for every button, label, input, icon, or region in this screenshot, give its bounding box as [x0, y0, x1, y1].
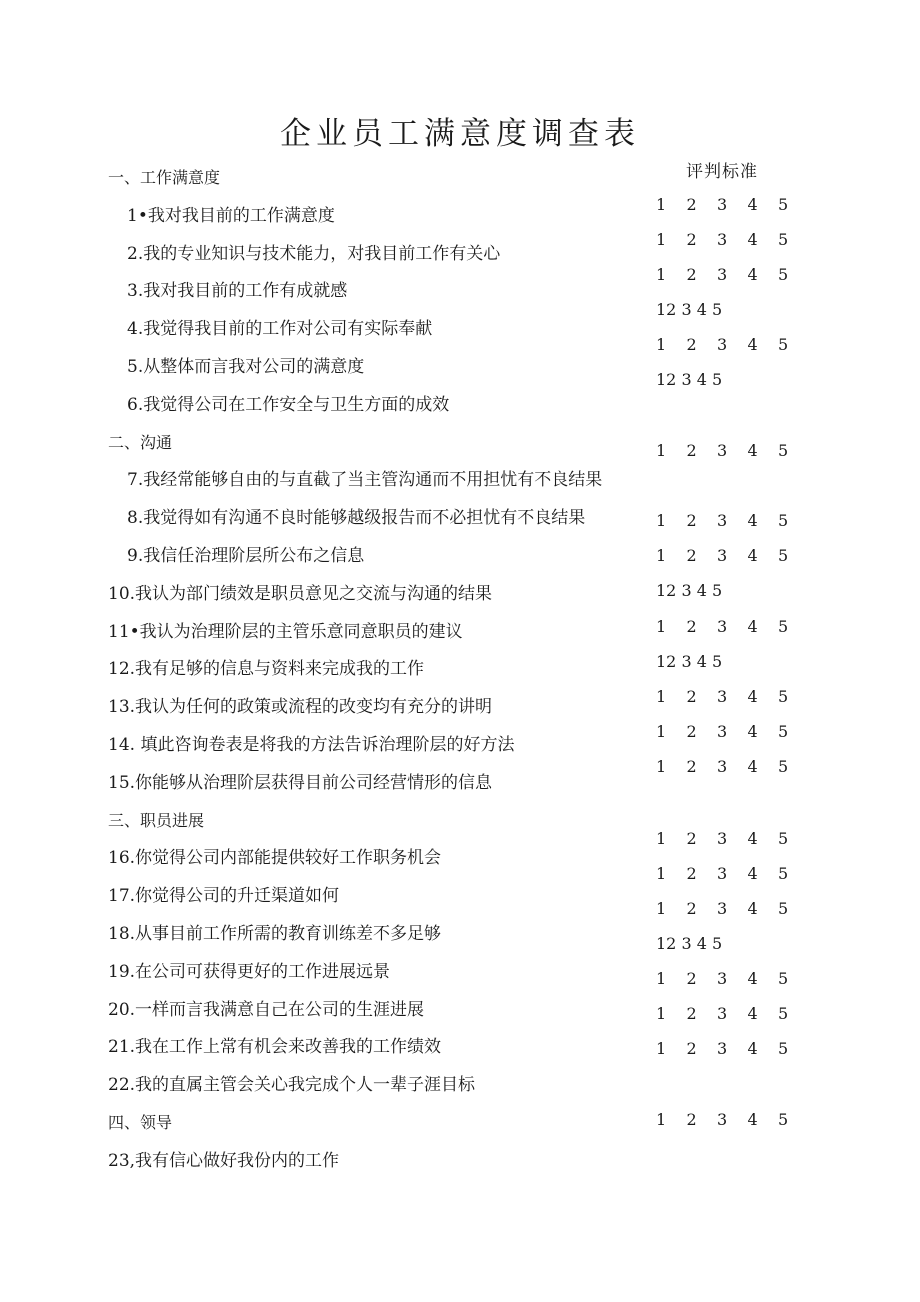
question-item: 14. 填此咨询卷表是将我的方法告诉治理阶层的好方法	[108, 735, 515, 755]
rating-option: 3	[717, 1004, 728, 1023]
rating-option: 3	[717, 265, 728, 284]
rating-scale	[656, 441, 788, 461]
question-item: 22.我的直属主管会关心我完成个人一辈子涯目标	[108, 1075, 476, 1096]
rating-option: 1	[656, 687, 667, 706]
rating-option: 4	[747, 829, 758, 848]
question-item: 7.我经常能够自由的与直截了当主管沟通而不用担忧有不良结果	[127, 470, 603, 491]
section-heading: 四、领导	[108, 1113, 173, 1132]
rating-option: 2	[686, 511, 697, 530]
question-item: 18.从事目前工作所需的教育训练差不多足够	[108, 924, 442, 944]
rating-option: 1	[656, 1004, 667, 1023]
question-item: 15.你能够从治理阶层获得目前公司经营情形的信息	[108, 772, 493, 793]
rating-scale	[656, 546, 788, 566]
rating-option: 4	[747, 864, 758, 883]
rating-option: 2	[686, 864, 697, 883]
rating-option: 3	[717, 230, 728, 249]
rating-scale	[656, 511, 788, 531]
rating-option: 3	[717, 899, 728, 918]
rating-scale	[656, 864, 788, 884]
rating-option: 5	[778, 195, 789, 214]
rating-scale: 12 3 4 5	[656, 370, 723, 389]
rating-scale: 12 3 4 5	[656, 934, 723, 953]
rating-option: 4	[747, 195, 758, 214]
rating-option: 5	[778, 546, 789, 565]
question-item: 23,我有信心做好我份内的工作	[108, 1150, 340, 1171]
rating-option: 5	[778, 899, 789, 918]
question-item: 4.我觉得我目前的工作对公司有实际奉献	[127, 319, 433, 340]
rating-scale	[656, 230, 788, 250]
rating-option: 2	[686, 687, 697, 706]
question-item: 12.我有足够的信息与资料来完成我的工作	[108, 659, 425, 680]
rating-option: 4	[747, 969, 758, 988]
question-item: 10.我认为部门绩效是职员意见之交流与沟通的结果	[108, 583, 493, 604]
question-item: 13.我认为任何的政策或流程的改变均有充分的讲明	[108, 697, 493, 718]
rating-option: 5	[778, 230, 789, 249]
rating-scale	[656, 722, 788, 742]
rating-option: 3	[717, 511, 728, 530]
rating-option: 3	[717, 441, 728, 460]
rating-scale	[656, 265, 788, 285]
rating-option: 5	[778, 511, 789, 530]
criteria-header: 评判标准	[686, 162, 758, 182]
rating-option: 1	[656, 722, 667, 741]
rating-option: 1	[656, 335, 667, 354]
rating-option: 5	[778, 441, 789, 460]
rating-option: 4	[747, 441, 758, 460]
rating-option: 4	[747, 722, 758, 741]
rating-option: 1	[656, 899, 667, 918]
rating-option: 3	[717, 1039, 728, 1058]
rating-option: 2	[686, 1110, 697, 1129]
rating-option: 1	[656, 757, 667, 776]
rating-option: 4	[747, 546, 758, 565]
rating-option: 4	[747, 899, 758, 918]
question-item: 2.我的专业知识与技术能力，对我目前工作有关心	[127, 243, 501, 264]
rating-option: 2	[686, 195, 697, 214]
rating-option: 1	[656, 230, 667, 249]
rating-option: 2	[686, 265, 697, 284]
question-item: 21.我在工作上常有机会来改善我的工作绩效	[108, 1037, 442, 1058]
rating-option: 5	[778, 1039, 789, 1058]
rating-option: 5	[778, 335, 789, 354]
rating-option: 1	[656, 511, 667, 530]
rating-option: 5	[778, 687, 789, 706]
question-item: 16.你觉得公司内部能提供较好工作职务机会	[108, 848, 442, 869]
rating-scale	[656, 757, 788, 777]
rating-scale	[656, 687, 788, 707]
rating-scale	[656, 829, 788, 849]
question-item: 20.一样而言我满意自己在公司的生涯进展	[108, 999, 425, 1020]
rating-option: 2	[686, 546, 697, 565]
question-item: 17.你觉得公司的升迁渠道如何	[108, 886, 340, 907]
section-heading: 二、沟通	[108, 432, 173, 452]
rating-option: 5	[778, 617, 789, 636]
rating-option: 3	[717, 969, 728, 988]
rating-option: 4	[747, 1110, 758, 1129]
rating-option: 4	[747, 511, 758, 530]
rating-option: 4	[747, 265, 758, 284]
rating-option: 5	[778, 1004, 789, 1023]
rating-option: 5	[778, 829, 789, 848]
page-title: 企业员工满意度调查表	[280, 116, 640, 152]
rating-option: 4	[747, 687, 758, 706]
rating-scale	[656, 617, 788, 637]
rating-option: 3	[717, 195, 728, 214]
rating-option: 5	[778, 722, 789, 741]
question-item: 3.我对我目前的工作有成就感	[127, 281, 348, 302]
section-heading: 一、工作满意度	[108, 168, 221, 187]
question-item: 8.我觉得如有沟通不良时能够越级报告而不必担忧有不良结果	[127, 508, 586, 529]
rating-option: 1	[656, 969, 667, 988]
rating-option: 2	[686, 230, 697, 249]
rating-option: 5	[778, 265, 789, 284]
rating-option: 3	[717, 617, 728, 636]
rating-option: 1	[656, 1039, 667, 1058]
rating-option: 1	[656, 617, 667, 636]
rating-option: 1	[656, 864, 667, 883]
rating-option: 2	[686, 757, 697, 776]
rating-option: 2	[686, 1039, 697, 1058]
rating-option: 2	[686, 722, 697, 741]
rating-option: 2	[686, 899, 697, 918]
rating-scale	[656, 1004, 788, 1024]
rating-option: 5	[778, 757, 789, 776]
rating-option: 5	[778, 864, 789, 883]
rating-option: 2	[686, 1004, 697, 1023]
rating-option: 3	[717, 864, 728, 883]
rating-option: 4	[747, 757, 758, 776]
question-item: 11•我认为治理阶层的主管乐意同意职员的建议	[108, 621, 463, 642]
rating-scale	[656, 969, 788, 989]
question-item: 5.从整体而言我对公司的满意度	[127, 357, 365, 377]
rating-option: 3	[717, 722, 728, 741]
section-heading: 三、职员进展	[108, 810, 205, 830]
question-item: 9.我信任治理阶层所公布之信息	[127, 546, 365, 566]
question-item: 6.我觉得公司在工作安全与卫生方面的成效	[127, 394, 450, 415]
question-item: 19.在公司可获得更好的工作进展远景	[108, 961, 391, 982]
rating-scale: 12 3 4 5	[656, 652, 723, 671]
rating-scale: 12 3 4 5	[656, 300, 723, 319]
rating-option: 3	[717, 1110, 728, 1129]
rating-scale	[656, 1039, 788, 1059]
rating-option: 3	[717, 829, 728, 848]
rating-option: 4	[747, 1004, 758, 1023]
rating-option: 1	[656, 1110, 667, 1129]
rating-option: 3	[717, 546, 728, 565]
rating-option: 1	[656, 829, 667, 848]
rating-scale	[656, 899, 788, 919]
rating-option: 1	[656, 546, 667, 565]
rating-option: 4	[747, 335, 758, 354]
question-item: 1•我对我目前的工作满意度	[127, 205, 335, 226]
rating-option: 1	[656, 441, 667, 460]
rating-option: 2	[686, 335, 697, 354]
rating-option: 5	[778, 1110, 789, 1129]
rating-option: 1	[656, 195, 667, 214]
rating-option: 3	[717, 335, 728, 354]
rating-option: 2	[686, 441, 697, 460]
rating-scale	[656, 195, 788, 215]
rating-scale: 12 3 4 5	[656, 581, 723, 600]
rating-scale	[656, 335, 788, 355]
rating-scale	[656, 1110, 788, 1130]
rating-option: 3	[717, 687, 728, 706]
rating-option: 5	[778, 969, 789, 988]
rating-option: 3	[717, 757, 728, 776]
rating-option: 2	[686, 617, 697, 636]
rating-option: 2	[686, 969, 697, 988]
rating-option: 2	[686, 829, 697, 848]
rating-option: 4	[747, 1039, 758, 1058]
rating-option: 4	[747, 617, 758, 636]
rating-option: 1	[656, 265, 667, 284]
rating-option: 4	[747, 230, 758, 249]
